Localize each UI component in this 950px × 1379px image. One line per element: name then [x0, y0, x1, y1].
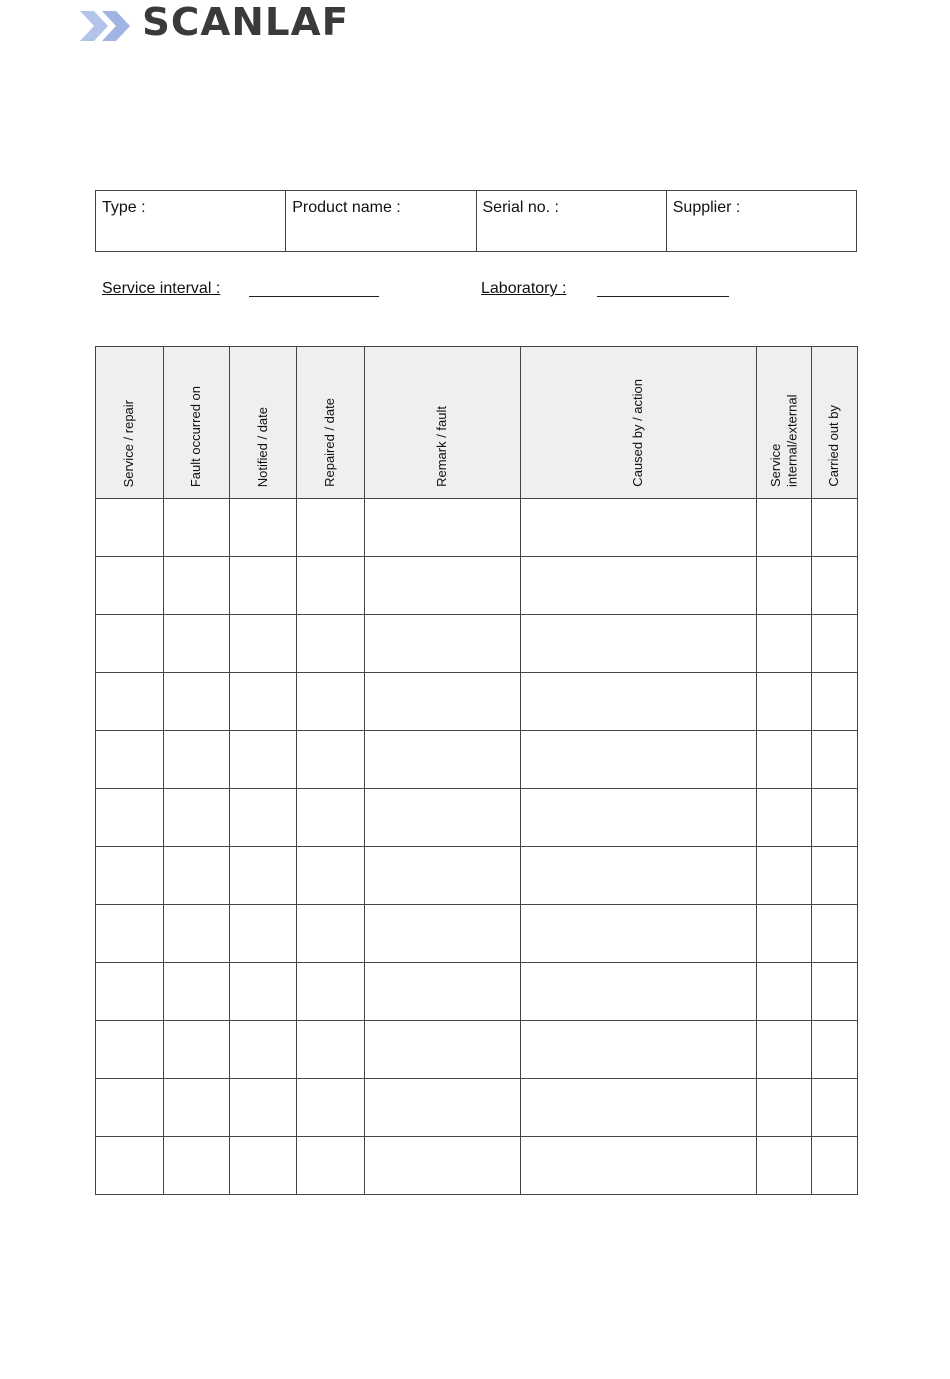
brand-name: SCANLAF [142, 0, 350, 44]
laboratory-label: Laboratory : [481, 280, 567, 297]
table-cell[interactable] [164, 731, 230, 789]
table-cell[interactable] [96, 789, 164, 847]
table-cell[interactable] [230, 673, 297, 731]
table-cell[interactable] [521, 905, 757, 963]
table-row [96, 557, 858, 615]
table-cell[interactable] [365, 905, 521, 963]
table-cell[interactable] [365, 1021, 521, 1079]
log-body [96, 499, 858, 1195]
table-cell[interactable] [164, 1021, 230, 1079]
table-cell[interactable] [365, 847, 521, 905]
table-cell[interactable] [96, 1079, 164, 1137]
table-cell[interactable] [812, 905, 858, 963]
table-cell[interactable] [757, 905, 812, 963]
table-cell[interactable] [812, 1137, 858, 1195]
table-cell[interactable] [297, 905, 365, 963]
service-interval-input[interactable] [249, 296, 379, 297]
table-cell[interactable] [521, 789, 757, 847]
table-cell[interactable] [96, 499, 164, 557]
table-cell[interactable] [757, 673, 812, 731]
table-cell[interactable] [297, 789, 365, 847]
table-cell[interactable] [365, 615, 521, 673]
table-cell[interactable] [297, 1137, 365, 1195]
table-cell[interactable] [757, 499, 812, 557]
table-cell[interactable] [521, 615, 757, 673]
col-notified-date: Notified / date [230, 347, 297, 499]
table-cell[interactable] [812, 963, 858, 1021]
table-row [96, 963, 858, 1021]
table-cell[interactable] [521, 673, 757, 731]
table-cell[interactable] [812, 615, 858, 673]
table-cell[interactable] [164, 673, 230, 731]
table-cell[interactable] [164, 905, 230, 963]
table-cell[interactable] [164, 615, 230, 673]
header-row [96, 347, 858, 499]
table-cell[interactable] [365, 731, 521, 789]
table-cell[interactable] [812, 1021, 858, 1079]
table-cell[interactable] [164, 557, 230, 615]
table-cell[interactable] [96, 673, 164, 731]
table-cell[interactable] [230, 731, 297, 789]
service-interval-label: Service interval : [102, 280, 221, 297]
table-row [96, 905, 858, 963]
table-cell[interactable] [230, 789, 297, 847]
col-fault-occurred-on: Fault occurred on [164, 347, 230, 499]
table-cell[interactable] [297, 1021, 365, 1079]
type-label: Type : [102, 199, 146, 216]
table-cell[interactable] [230, 615, 297, 673]
table-cell[interactable] [757, 1079, 812, 1137]
table-cell[interactable] [365, 963, 521, 1021]
table-cell[interactable] [96, 615, 164, 673]
table-cell[interactable] [164, 499, 230, 557]
table-cell[interactable] [297, 673, 365, 731]
table-cell[interactable] [96, 1137, 164, 1195]
table-cell[interactable] [164, 847, 230, 905]
table-cell[interactable] [757, 963, 812, 1021]
table-row [96, 615, 858, 673]
table-cell[interactable] [96, 557, 164, 615]
table-row [96, 731, 858, 789]
table-cell[interactable] [757, 847, 812, 905]
table-row [96, 789, 858, 847]
table-row [96, 1021, 858, 1079]
table-cell[interactable] [230, 1021, 297, 1079]
table-cell[interactable] [96, 731, 164, 789]
table-cell[interactable] [757, 731, 812, 789]
table-cell[interactable] [164, 1079, 230, 1137]
table-row [96, 673, 858, 731]
table-cell[interactable] [230, 905, 297, 963]
table-cell[interactable] [521, 847, 757, 905]
type-field[interactable] [96, 191, 286, 252]
table-cell[interactable] [521, 1021, 757, 1079]
product-info-table [95, 190, 857, 252]
scanlaf-logo [80, 0, 355, 44]
table-cell[interactable] [365, 557, 521, 615]
table-cell[interactable] [365, 789, 521, 847]
table-cell[interactable] [297, 557, 365, 615]
col-repaired-date: Repaired / date [297, 347, 365, 499]
col-caused-by-action: Caused by / action [521, 347, 757, 499]
supplier-label: Supplier : [672, 199, 741, 216]
table-cell[interactable] [230, 557, 297, 615]
table-row [96, 499, 858, 557]
serial-no-label: Serial no. : [482, 199, 559, 216]
service-log-table [95, 346, 858, 1195]
table-cell[interactable] [96, 1021, 164, 1079]
table-cell[interactable] [365, 673, 521, 731]
table-cell[interactable] [297, 499, 365, 557]
col-service-internal-external: Service internal/external [757, 347, 812, 499]
table-cell[interactable] [297, 963, 365, 1021]
table-cell[interactable] [812, 847, 858, 905]
table-cell[interactable] [297, 615, 365, 673]
table-cell[interactable] [164, 789, 230, 847]
table-cell[interactable] [812, 557, 858, 615]
table-cell[interactable] [297, 847, 365, 905]
table-cell[interactable] [297, 731, 365, 789]
table-cell[interactable] [812, 789, 858, 847]
table-cell[interactable] [96, 847, 164, 905]
table-cell[interactable] [96, 963, 164, 1021]
product-name-label: Product name : [292, 199, 401, 216]
table-cell[interactable] [230, 1137, 297, 1195]
table-cell[interactable] [521, 1079, 757, 1137]
table-cell[interactable] [521, 1137, 757, 1195]
table-cell[interactable] [164, 1137, 230, 1195]
table-row [96, 1079, 858, 1137]
table-cell[interactable] [230, 1079, 297, 1137]
table-cell[interactable] [521, 557, 757, 615]
table-cell[interactable] [365, 1079, 521, 1137]
table-row [96, 847, 858, 905]
table-cell[interactable] [757, 557, 812, 615]
table-cell[interactable] [365, 499, 521, 557]
table-cell[interactable] [757, 1021, 812, 1079]
table-cell[interactable] [230, 847, 297, 905]
table-cell[interactable] [812, 731, 858, 789]
table-cell[interactable] [164, 963, 230, 1021]
table-cell[interactable] [521, 731, 757, 789]
table-cell[interactable] [230, 499, 297, 557]
table-cell[interactable] [812, 673, 858, 731]
serial-no-field[interactable] [476, 191, 666, 252]
product-name-field[interactable] [286, 191, 476, 252]
table-cell[interactable] [230, 963, 297, 1021]
table-cell[interactable] [365, 1137, 521, 1195]
col-carried-out-by: Carried out by [812, 347, 858, 499]
table-cell[interactable] [521, 499, 757, 557]
table-cell[interactable] [297, 1079, 365, 1137]
double-chevron-icon [80, 9, 132, 43]
table-cell[interactable] [757, 789, 812, 847]
table-cell[interactable] [757, 1137, 812, 1195]
supplier-field[interactable] [666, 191, 856, 252]
table-cell[interactable] [757, 615, 812, 673]
col-service-repair: Service / repair [96, 347, 164, 499]
table-cell[interactable] [812, 1079, 858, 1137]
table-row [96, 1137, 858, 1195]
laboratory-input[interactable] [597, 296, 729, 297]
col-remark-fault: Remark / fault [365, 347, 521, 499]
table-cell[interactable] [96, 905, 164, 963]
table-cell[interactable] [521, 963, 757, 1021]
table-cell[interactable] [812, 499, 858, 557]
